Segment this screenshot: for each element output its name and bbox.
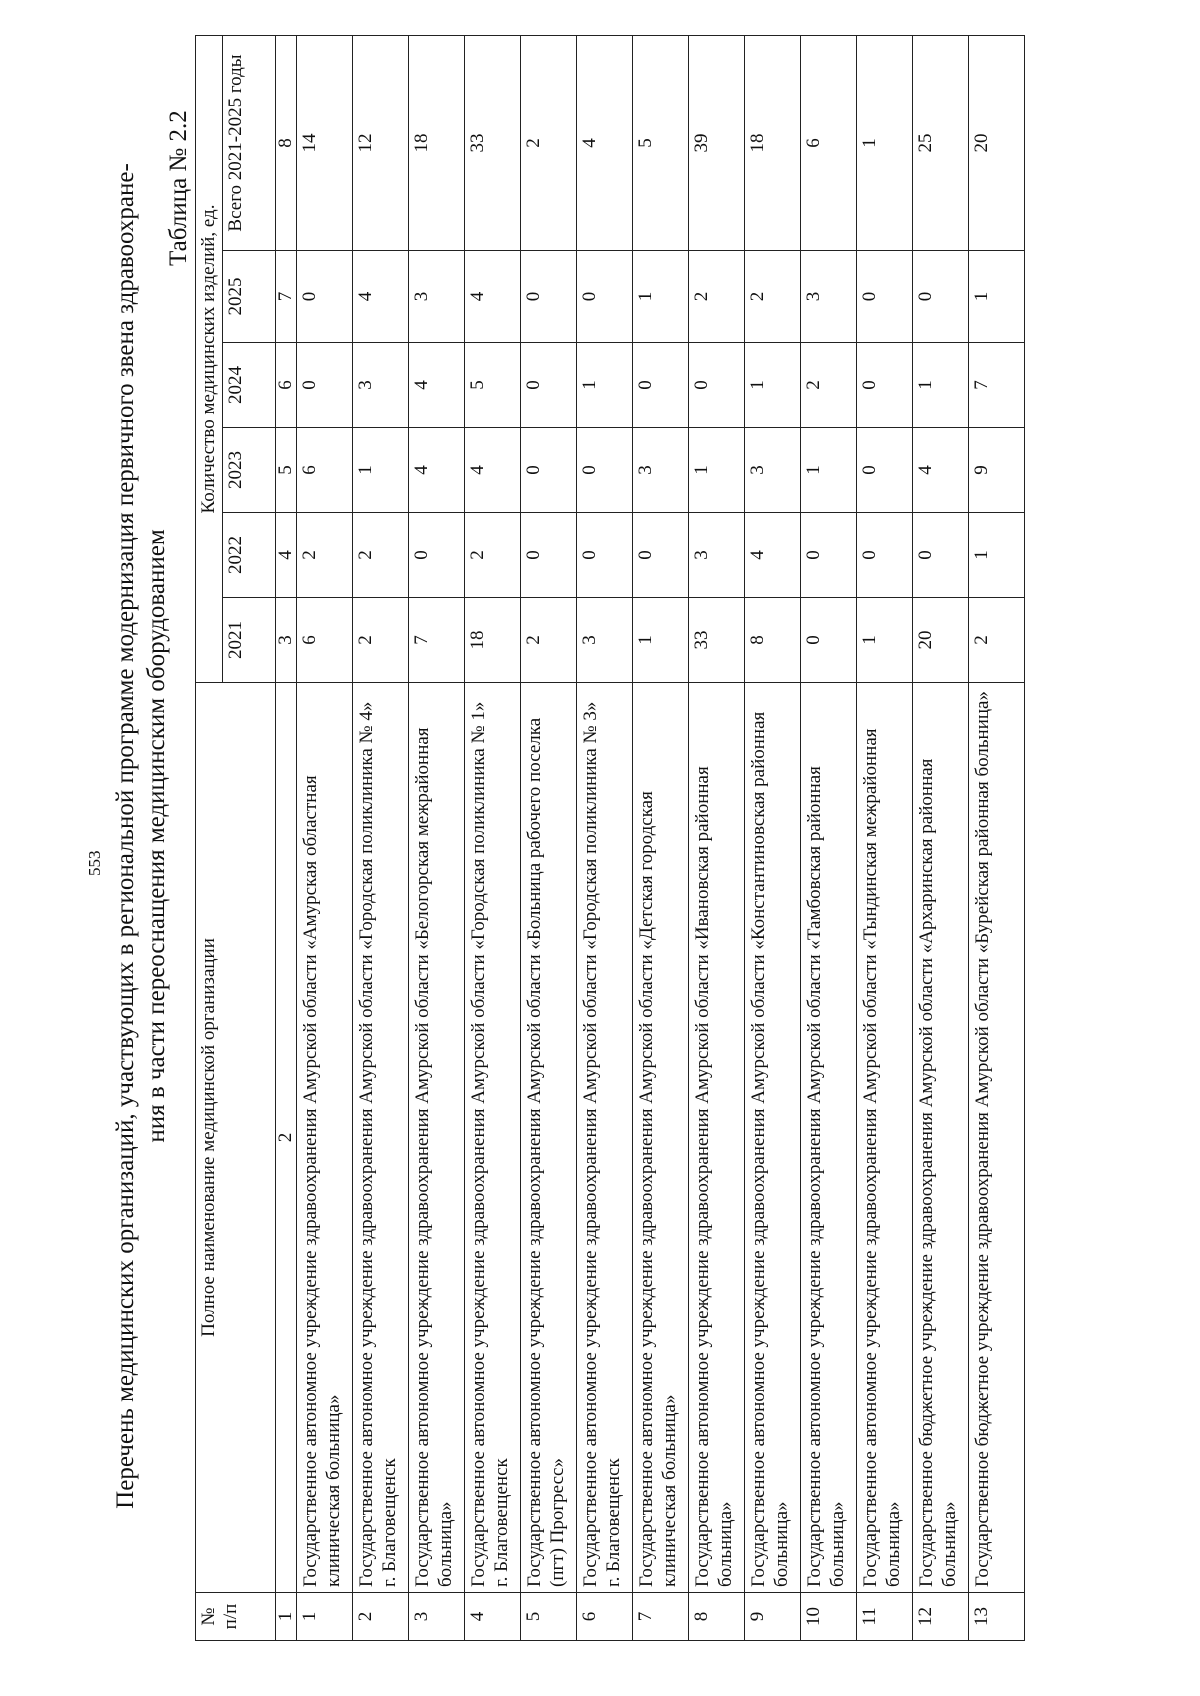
year-value-cell: 0 xyxy=(577,428,633,513)
row-number: 7 xyxy=(633,1593,689,1641)
organization-name: Государственное автономное учреждение здравоохранения Амурской области «Тамбовская районная больница» xyxy=(801,683,857,1593)
organizations-table xyxy=(195,35,1025,1641)
row-number: 11 xyxy=(857,1593,913,1641)
year-value-cell: 1 xyxy=(689,428,745,513)
year-value-cell: 1 xyxy=(353,428,409,513)
table-row xyxy=(969,35,1025,1640)
organization-name: Государственное автономное учреждение здравоохранения Амурской области «Ивановская районная больница» xyxy=(689,683,745,1593)
header-row xyxy=(196,35,223,1640)
total-cell: 18 xyxy=(745,35,801,250)
year-value-cell: 2 xyxy=(465,513,521,598)
row-number: 12 xyxy=(913,1593,969,1641)
year-value-cell: 4 xyxy=(913,428,969,513)
row-number: 5 xyxy=(521,1593,577,1641)
year-value-cell: 4 xyxy=(465,428,521,513)
column-number: 2 xyxy=(276,683,297,1593)
year-value-cell: 4 xyxy=(745,513,801,598)
year-value-cell: 0 xyxy=(577,513,633,598)
year-value-cell: 0 xyxy=(689,343,745,428)
year-value-cell: 0 xyxy=(801,513,857,598)
year-value-cell: 0 xyxy=(521,428,577,513)
organization-name: Государственное бюджетное учреждение здравоохранения Амурской области «Бурейская районная больница» xyxy=(969,683,1025,1593)
total-cell: 4 xyxy=(577,35,633,250)
row-number: 6 xyxy=(577,1593,633,1641)
year-value-cell: 1 xyxy=(801,428,857,513)
header-quantity-group: Количество медицинских изделий, ед. xyxy=(196,35,223,682)
year-value-cell: 2 xyxy=(353,513,409,598)
organization-name: Государственное автономное учреждение здравоохранения Амурской области «Тындинская межрайонная больница» xyxy=(857,683,913,1593)
total-cell: 12 xyxy=(353,35,409,250)
total-cell: 6 xyxy=(801,35,857,250)
table-row xyxy=(801,35,857,1640)
year-value-cell: 4 xyxy=(409,428,465,513)
year-value-cell: 7 xyxy=(409,598,465,683)
year-value-cell: 3 xyxy=(745,428,801,513)
year-value-cell: 33 xyxy=(689,598,745,683)
year-value-cell: 3 xyxy=(801,251,857,343)
page-number: 553 xyxy=(85,850,104,876)
organization-name: Государственное автономное учреждение здравоохранения Амурской области «Городская поликлиника № 3» г. Благовещенск xyxy=(577,683,633,1593)
year-value-cell: 0 xyxy=(409,513,465,598)
table-row xyxy=(913,35,969,1640)
document-title xyxy=(110,136,172,1536)
year-value-cell: 1 xyxy=(633,251,689,343)
year-value-cell: 2 xyxy=(801,343,857,428)
year-value-cell: 4 xyxy=(465,251,521,343)
total-cell: 33 xyxy=(465,35,521,250)
year-value-cell: 1 xyxy=(857,598,913,683)
header-year: 2025 xyxy=(223,251,276,343)
year-value-cell: 1 xyxy=(969,251,1025,343)
table-row xyxy=(689,35,745,1640)
table-row xyxy=(521,35,577,1640)
year-value-cell: 6 xyxy=(297,428,353,513)
organization-name: Государственное автономное учреждение здравоохранения Амурской области «Детская городская клиническая больница» xyxy=(633,683,689,1593)
year-value-cell: 2 xyxy=(297,513,353,598)
year-value-cell: 4 xyxy=(353,251,409,343)
column-number: 8 xyxy=(276,35,297,250)
year-value-cell: 20 xyxy=(913,598,969,683)
year-value-cell: 0 xyxy=(633,513,689,598)
year-value-cell: 18 xyxy=(465,598,521,683)
total-cell: 39 xyxy=(689,35,745,250)
total-cell: 5 xyxy=(633,35,689,250)
row-number: 3 xyxy=(409,1593,465,1641)
year-value-cell: 0 xyxy=(857,251,913,343)
row-number: 8 xyxy=(689,1593,745,1641)
year-value-cell: 0 xyxy=(521,513,577,598)
organization-name: Государственное автономное учреждение здравоохранения Амурской области «Городская поликлиника № 4» г. Благовещенск xyxy=(353,683,409,1593)
year-value-cell: 2 xyxy=(521,598,577,683)
total-cell: 14 xyxy=(297,35,353,250)
organization-name: Государственное автономное учреждение здравоохранения Амурской области «Городская поликлиника № 1» г. Благовещенск xyxy=(465,683,521,1593)
year-value-cell: 1 xyxy=(633,598,689,683)
total-cell: 18 xyxy=(409,35,465,250)
total-cell: 25 xyxy=(913,35,969,250)
year-value-cell: 4 xyxy=(409,343,465,428)
year-value-cell: 2 xyxy=(689,251,745,343)
table-label: Таблица № 2.2 xyxy=(165,110,192,266)
year-value-cell: 3 xyxy=(633,428,689,513)
year-value-cell: 6 xyxy=(297,598,353,683)
column-number: 6 xyxy=(276,343,297,428)
year-value-cell: 2 xyxy=(745,251,801,343)
row-number: 2 xyxy=(353,1593,409,1641)
year-value-cell: 0 xyxy=(521,343,577,428)
organization-name: Государственное бюджетное учреждение здравоохранения Амурской области «Архаринская районная больница» xyxy=(913,683,969,1593)
column-number: 7 xyxy=(276,251,297,343)
header-year: 2022 xyxy=(223,513,276,598)
year-value-cell: 8 xyxy=(745,598,801,683)
year-value-cell: 2 xyxy=(969,598,1025,683)
column-number: 1 xyxy=(276,1593,297,1641)
table-row xyxy=(465,35,521,1640)
year-value-cell: 3 xyxy=(353,343,409,428)
title-line-1: Перечень медицинских организаций, участвующих в региональной программе модернизация первичного звена здравоохране- xyxy=(112,163,139,1509)
column-number: 4 xyxy=(276,513,297,598)
year-value-cell: 0 xyxy=(297,251,353,343)
year-value-cell: 2 xyxy=(353,598,409,683)
year-value-cell: 0 xyxy=(857,343,913,428)
organization-name: Государственное автономное учреждение здравоохранения Амурской области «Амурская областная клиническая больница» xyxy=(297,683,353,1593)
title-line-2: ния в части переоснащения медицинским оборудованием xyxy=(143,529,170,1143)
header-year: 2023 xyxy=(223,428,276,513)
header-name: Полное наименование медицинской организации xyxy=(196,683,276,1593)
organization-name: Государственное автономное учреждение здравоохранения Амурской области «Больница рабочего поселка (пгт) Прогресс» xyxy=(521,683,577,1593)
year-value-cell: 7 xyxy=(969,343,1025,428)
header-year: 2024 xyxy=(223,343,276,428)
total-cell: 2 xyxy=(521,35,577,250)
row-number: 13 xyxy=(969,1593,1025,1641)
total-cell: 20 xyxy=(969,35,1025,250)
year-value-cell: 1 xyxy=(745,343,801,428)
year-value-cell: 0 xyxy=(857,428,913,513)
year-value-cell: 1 xyxy=(969,513,1025,598)
table-row xyxy=(297,35,353,1640)
column-numbers-row xyxy=(276,35,297,1640)
year-value-cell: 3 xyxy=(689,513,745,598)
year-value-cell: 0 xyxy=(521,251,577,343)
header-year: 2021 xyxy=(223,598,276,683)
header-total: Всего 2021-2025 годы xyxy=(223,35,276,250)
table-row xyxy=(577,35,633,1640)
year-value-cell: 0 xyxy=(577,251,633,343)
year-value-cell: 0 xyxy=(857,513,913,598)
organization-name: Государственное автономное учреждение здравоохранения Амурской области «Белогорская межрайонная больница» xyxy=(409,683,465,1593)
row-number: 10 xyxy=(801,1593,857,1641)
year-value-cell: 3 xyxy=(409,251,465,343)
table-row xyxy=(633,35,689,1640)
year-value-cell: 0 xyxy=(913,513,969,598)
year-value-cell: 5 xyxy=(465,343,521,428)
year-value-cell: 1 xyxy=(913,343,969,428)
year-value-cell: 1 xyxy=(577,343,633,428)
table-row xyxy=(409,35,465,1640)
year-value-cell: 3 xyxy=(577,598,633,683)
row-number: 4 xyxy=(465,1593,521,1641)
header-num: № п/п xyxy=(196,1593,276,1641)
column-number: 5 xyxy=(276,428,297,513)
table-row xyxy=(353,35,409,1640)
column-number: 3 xyxy=(276,598,297,683)
year-value-cell: 0 xyxy=(297,343,353,428)
year-value-cell: 0 xyxy=(633,343,689,428)
year-value-cell: 0 xyxy=(913,251,969,343)
row-number: 9 xyxy=(745,1593,801,1641)
total-cell: 1 xyxy=(857,35,913,250)
year-value-cell: 0 xyxy=(801,598,857,683)
table-row xyxy=(745,35,801,1640)
table-row xyxy=(857,35,913,1640)
organization-name: Государственное автономное учреждение здравоохранения Амурской области «Константиновская районная больница» xyxy=(745,683,801,1593)
year-value-cell: 9 xyxy=(969,428,1025,513)
row-number: 1 xyxy=(297,1593,353,1641)
